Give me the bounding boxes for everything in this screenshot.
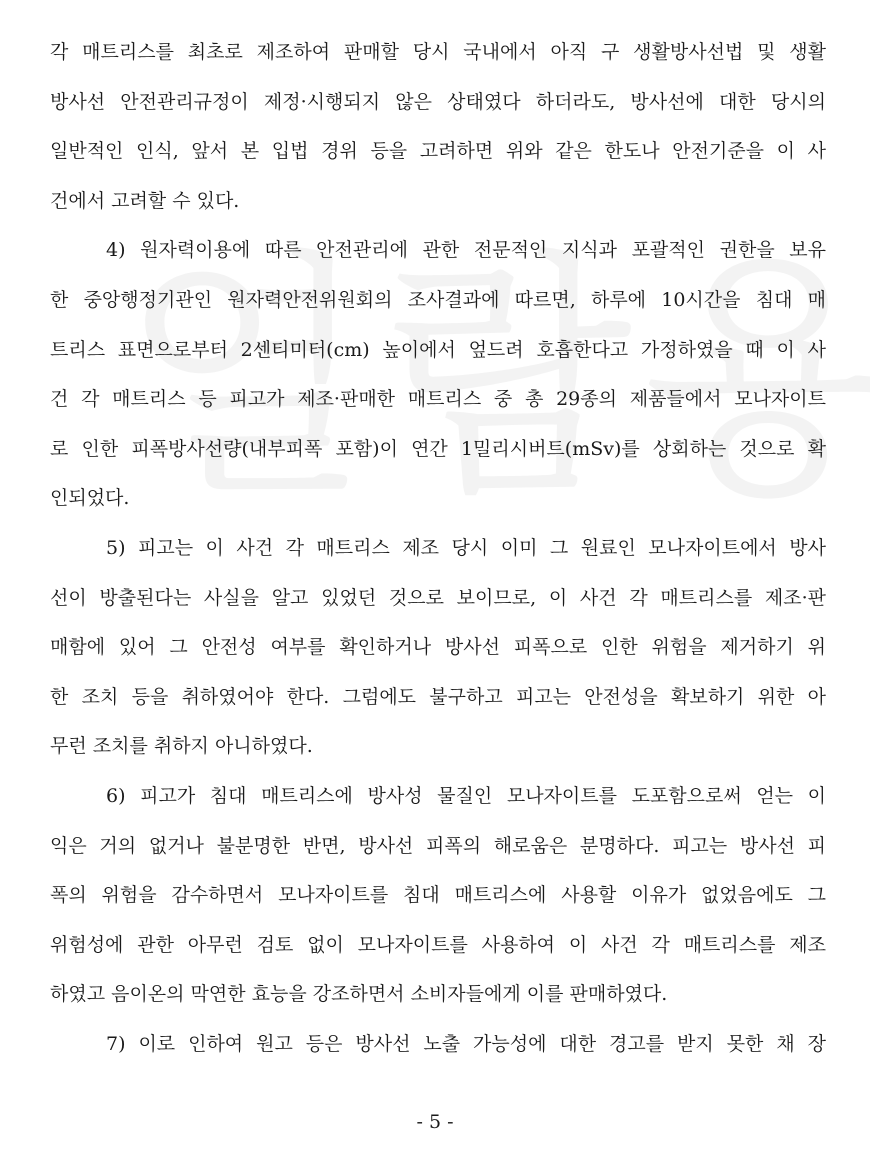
text-line: 선이 방출된다는 사실을 알고 있었던 것으로 보이므로, 이 사건 각 매트리스를 제조·판 [50, 586, 826, 609]
paragraph-1 [50, 28, 826, 226]
text-line: 로 인한 피폭방사선량(내부피폭 포함)이 연간 1밀리시버트(mSv)를 상회하는 것으로 확 [50, 437, 826, 460]
text-line: 일반적인 인식, 앞서 본 입법 경위 등을 고려하면 위와 같은 한도나 안전기준을 이 사 [50, 140, 826, 163]
page-number: - 5 - [416, 1111, 454, 1133]
text-line: 폭의 위험을 감수하면서 모나자이트를 침대 매트리스에 사용할 이유가 없었음에도 그 [50, 884, 826, 907]
text-line: 하였고 음이온의 막연한 효능을 강조하면서 소비자들에게 이를 판매하였다. [50, 983, 668, 1006]
text-line: 위험성에 관한 아무런 검토 없이 모나자이트를 사용하여 이 사건 각 매트리스를 제조 [50, 933, 826, 956]
paragraph-3 [50, 524, 826, 772]
document-page [50, 28, 826, 1069]
paragraph-5 [50, 1020, 826, 1070]
text-line: 인되었다. [50, 487, 130, 510]
text-line: 트리스 표면으로부터 2센티미터(cm) 높이에서 엎드려 호흡한다고 가정하였을 때 이 사 [50, 338, 826, 361]
text-line: 건 각 매트리스 등 피고가 제조·판매한 매트리스 중 총 29종의 제품들에서 모나자이트 [50, 388, 826, 411]
text-line: 매함에 있어 그 안전성 여부를 확인하거나 방사선 피폭으로 인한 위험을 제거하기 위 [50, 636, 826, 659]
text-line: 5) 피고는 이 사건 각 매트리스 제조 당시 이미 그 원료인 모나자이트에서 방사 [106, 536, 826, 559]
text-line: 7) 이로 인하여 원고 등은 방사선 노출 가능성에 대한 경고를 받지 못한 채 장 [106, 1032, 826, 1055]
text-line: 4) 원자력이용에 따른 안전관리에 관한 전문적인 지식과 포괄적인 권한을 보유 [106, 239, 826, 262]
text-line: 방사선 안전관리규정이 제정·시행되지 않은 상태였다 하더라도, 방사선에 대한 당시의 [50, 90, 826, 113]
text-line: 익은 거의 없거나 불분명한 반면, 방사선 피폭의 해로움은 분명하다. 피고는 방사선 피 [50, 834, 826, 857]
text-line: 6) 피고가 침대 매트리스에 방사성 물질인 모나자이트를 도포함으로써 얻는 이 [106, 784, 826, 807]
text-line: 무런 조치를 취하지 아니하였다. [50, 735, 313, 758]
text-line: 한 중앙행정기관인 원자력안전위원회의 조사결과에 따르면, 하루에 10시간을 침대 매 [50, 288, 826, 311]
text-line: 건에서 고려할 수 있다. [50, 189, 240, 212]
paragraph-2 [50, 226, 826, 524]
text-line: 각 매트리스를 최초로 제조하여 판매할 당시 국내에서 아직 구 생활방사선법 및 생활 [50, 41, 826, 63]
paragraph-4 [50, 772, 826, 1020]
text-line: 한 조치 등을 취하였어야 한다. 그럼에도 불구하고 피고는 안전성을 확보하기 위한 아 [50, 685, 826, 708]
